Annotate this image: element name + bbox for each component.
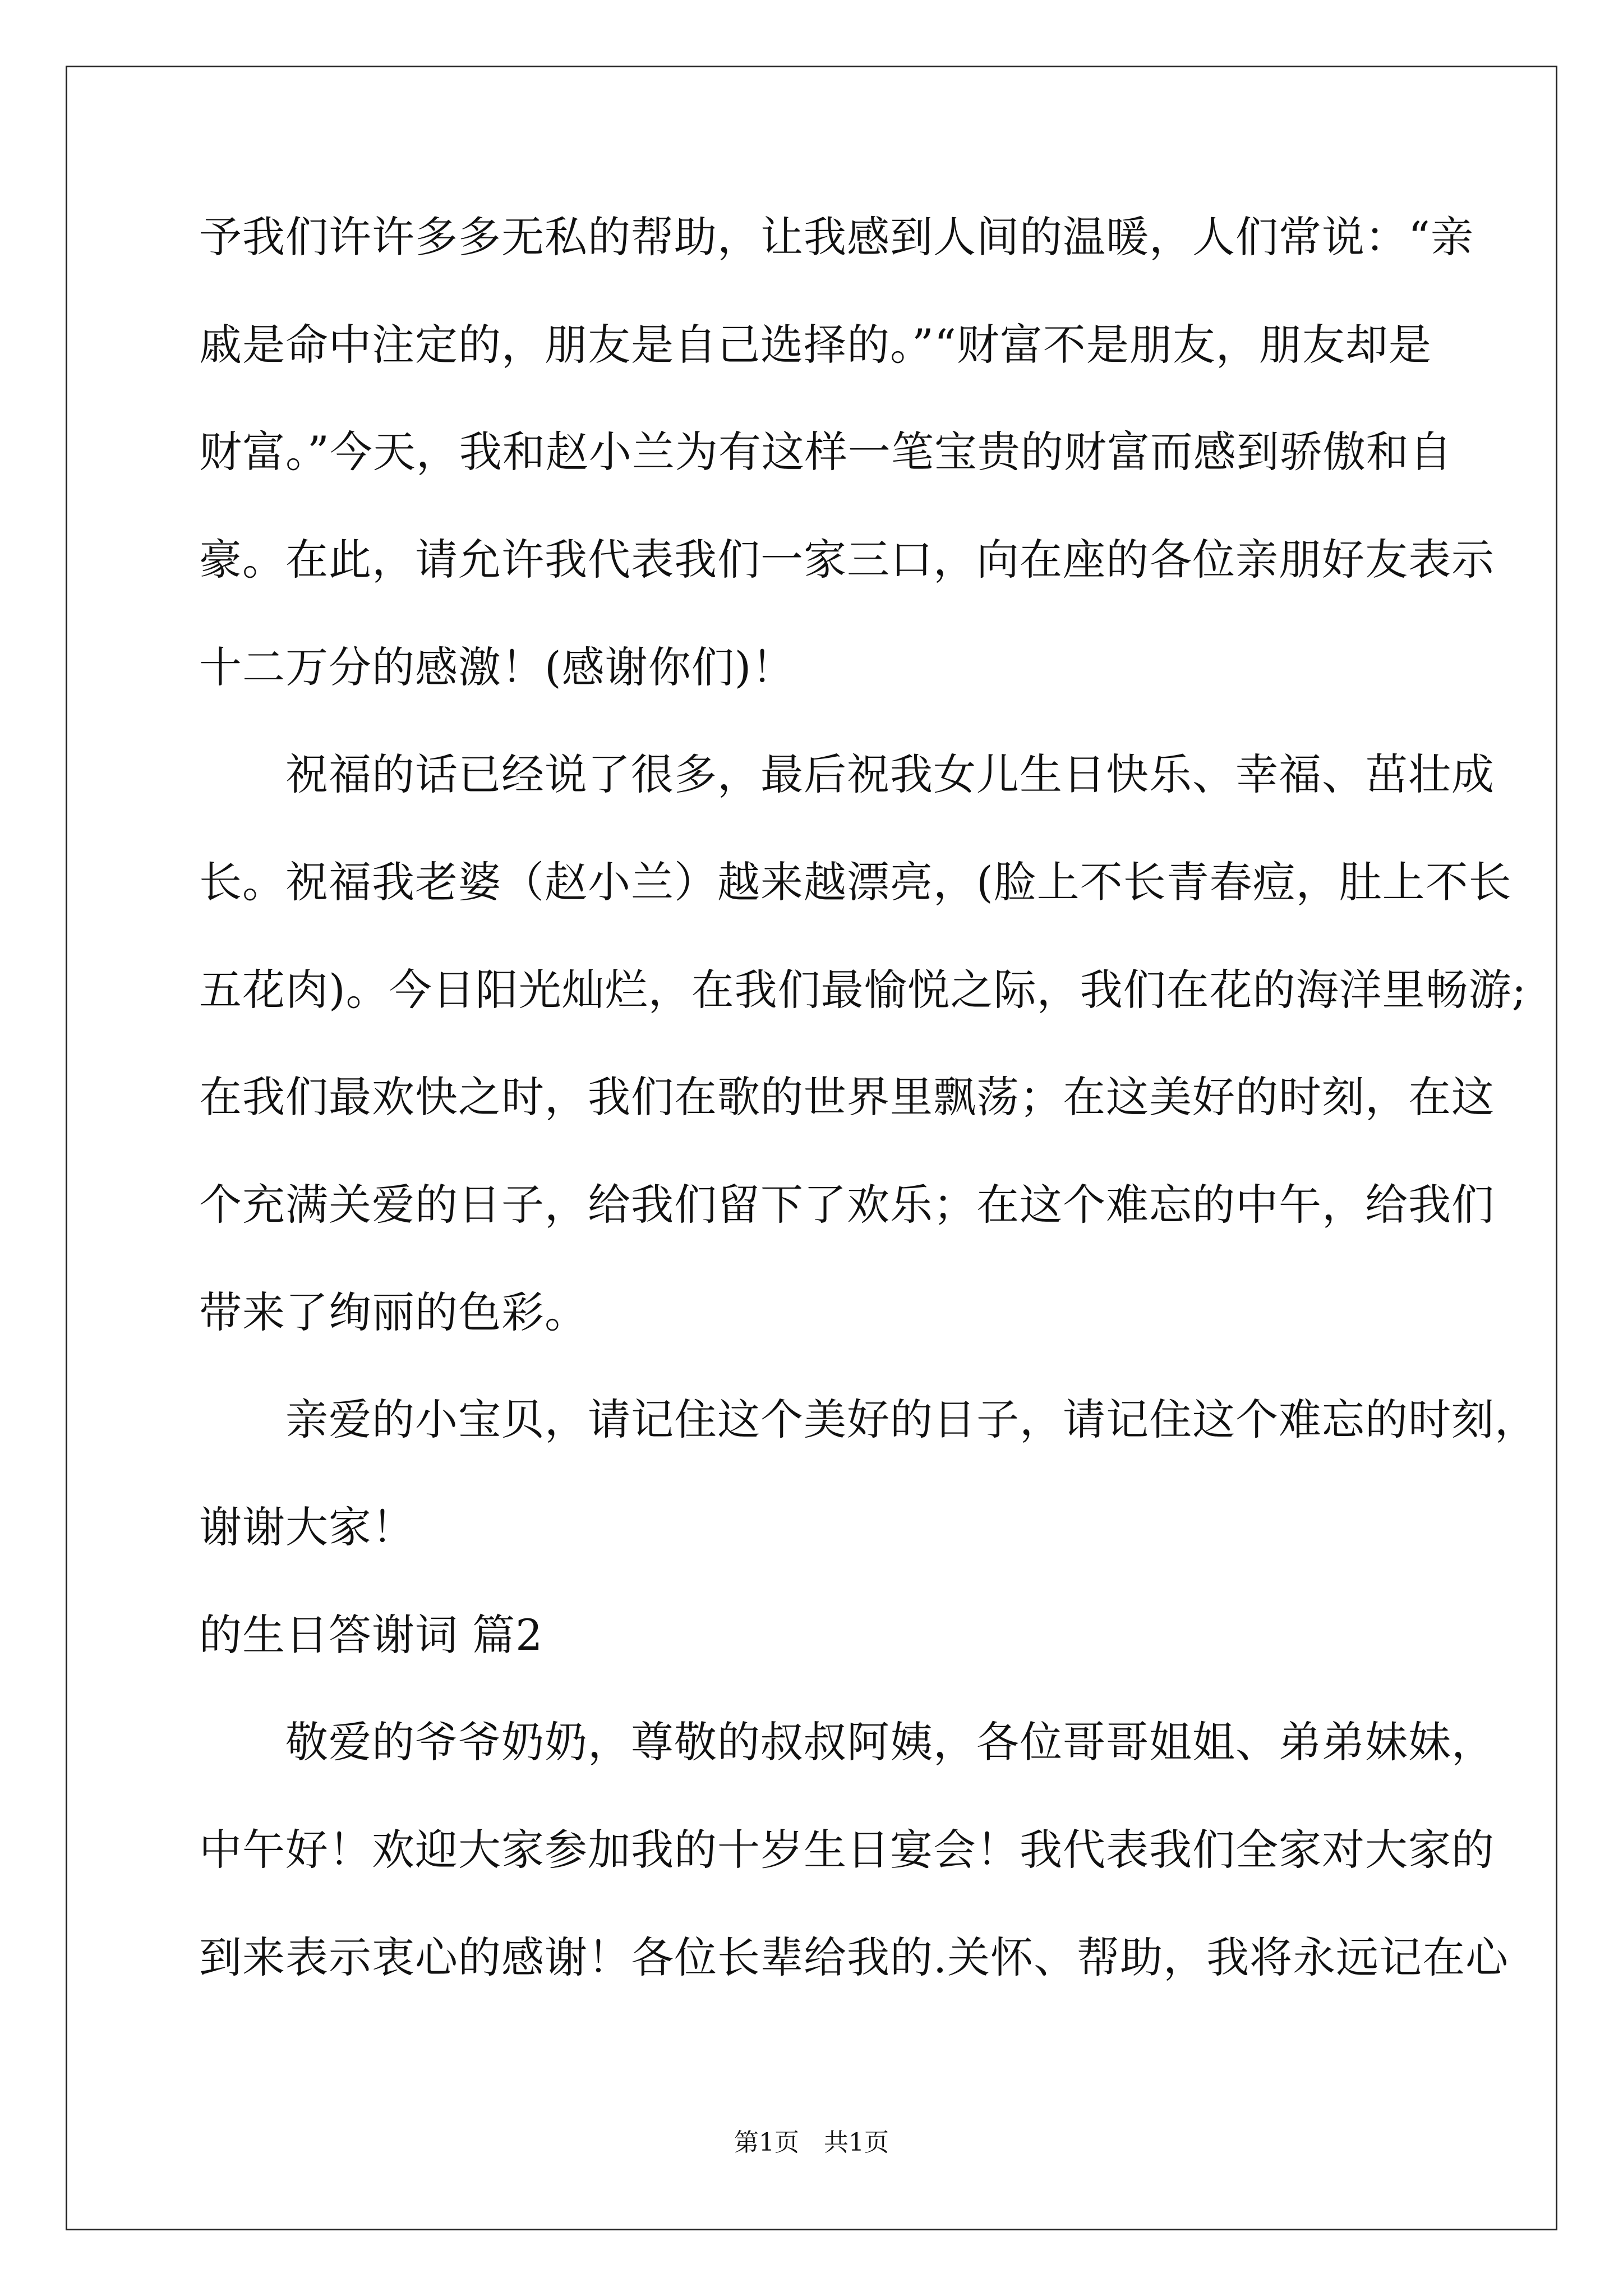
section-heading: 的生日答谢词 篇2	[199, 1610, 543, 1660]
text-line: 长。祝福我老婆（赵小兰）越来越漂亮，(脸上不长青春痘，肚上不长	[199, 857, 1512, 907]
text-line: 财富。”今天，我和赵小兰为有这样一笔宝贵的财富而感到骄傲和自	[199, 427, 1453, 477]
text-line: 个充满关爱的日子，给我们留下了欢乐；在这个难忘的中午，给我们	[199, 1180, 1495, 1230]
text-line: 豪。在此，请允许我代表我们一家三口，向在座的各位亲朋好友表示	[199, 535, 1495, 585]
text-line: 戚是命中注定的，朋友是自己选择的。”“财富不是朋友，朋友却是	[199, 320, 1432, 370]
text-line: 十二万分的感激！(感谢你们)！	[199, 642, 795, 692]
page-border	[66, 66, 1557, 2230]
text-line: 祝福的话已经说了很多，最后祝我女儿生日快乐、幸福、茁壮成	[199, 749, 1495, 799]
text-line: 五花肉)。今日阳光灿烂，在我们最愉悦之际，我们在花的海洋里畅游;	[199, 965, 1527, 1015]
text-line: 到来表示衷心的感谢！各位长辈给我的.关怀、帮助，我将永远记在心	[199, 1932, 1509, 1982]
text-line: 谢谢大家！	[199, 1502, 415, 1552]
text-line: 敬爱的爷爷奶奶，尊敬的叔叔阿姨，各位哥哥姐姐、弟弟妹妹，	[199, 1717, 1495, 1767]
text-line: 予我们许许多多无私的帮助，让我感到人间的温暖，人们常说：“亲	[199, 212, 1474, 262]
page-footer: 第1页 共1页	[734, 2128, 889, 2157]
text-line: 在我们最欢快之时，我们在歌的世界里飘荡；在这美好的时刻，在这	[199, 1072, 1495, 1122]
text-line: 亲爱的小宝贝，请记住这个美好的日子，请记住这个难忘的时刻，	[199, 1395, 1538, 1444]
text-line: 中午好！欢迎大家参加我的十岁生日宴会！我代表我们全家对大家的	[199, 1825, 1495, 1875]
text-line: 带来了绚丽的色彩。	[199, 1287, 588, 1337]
